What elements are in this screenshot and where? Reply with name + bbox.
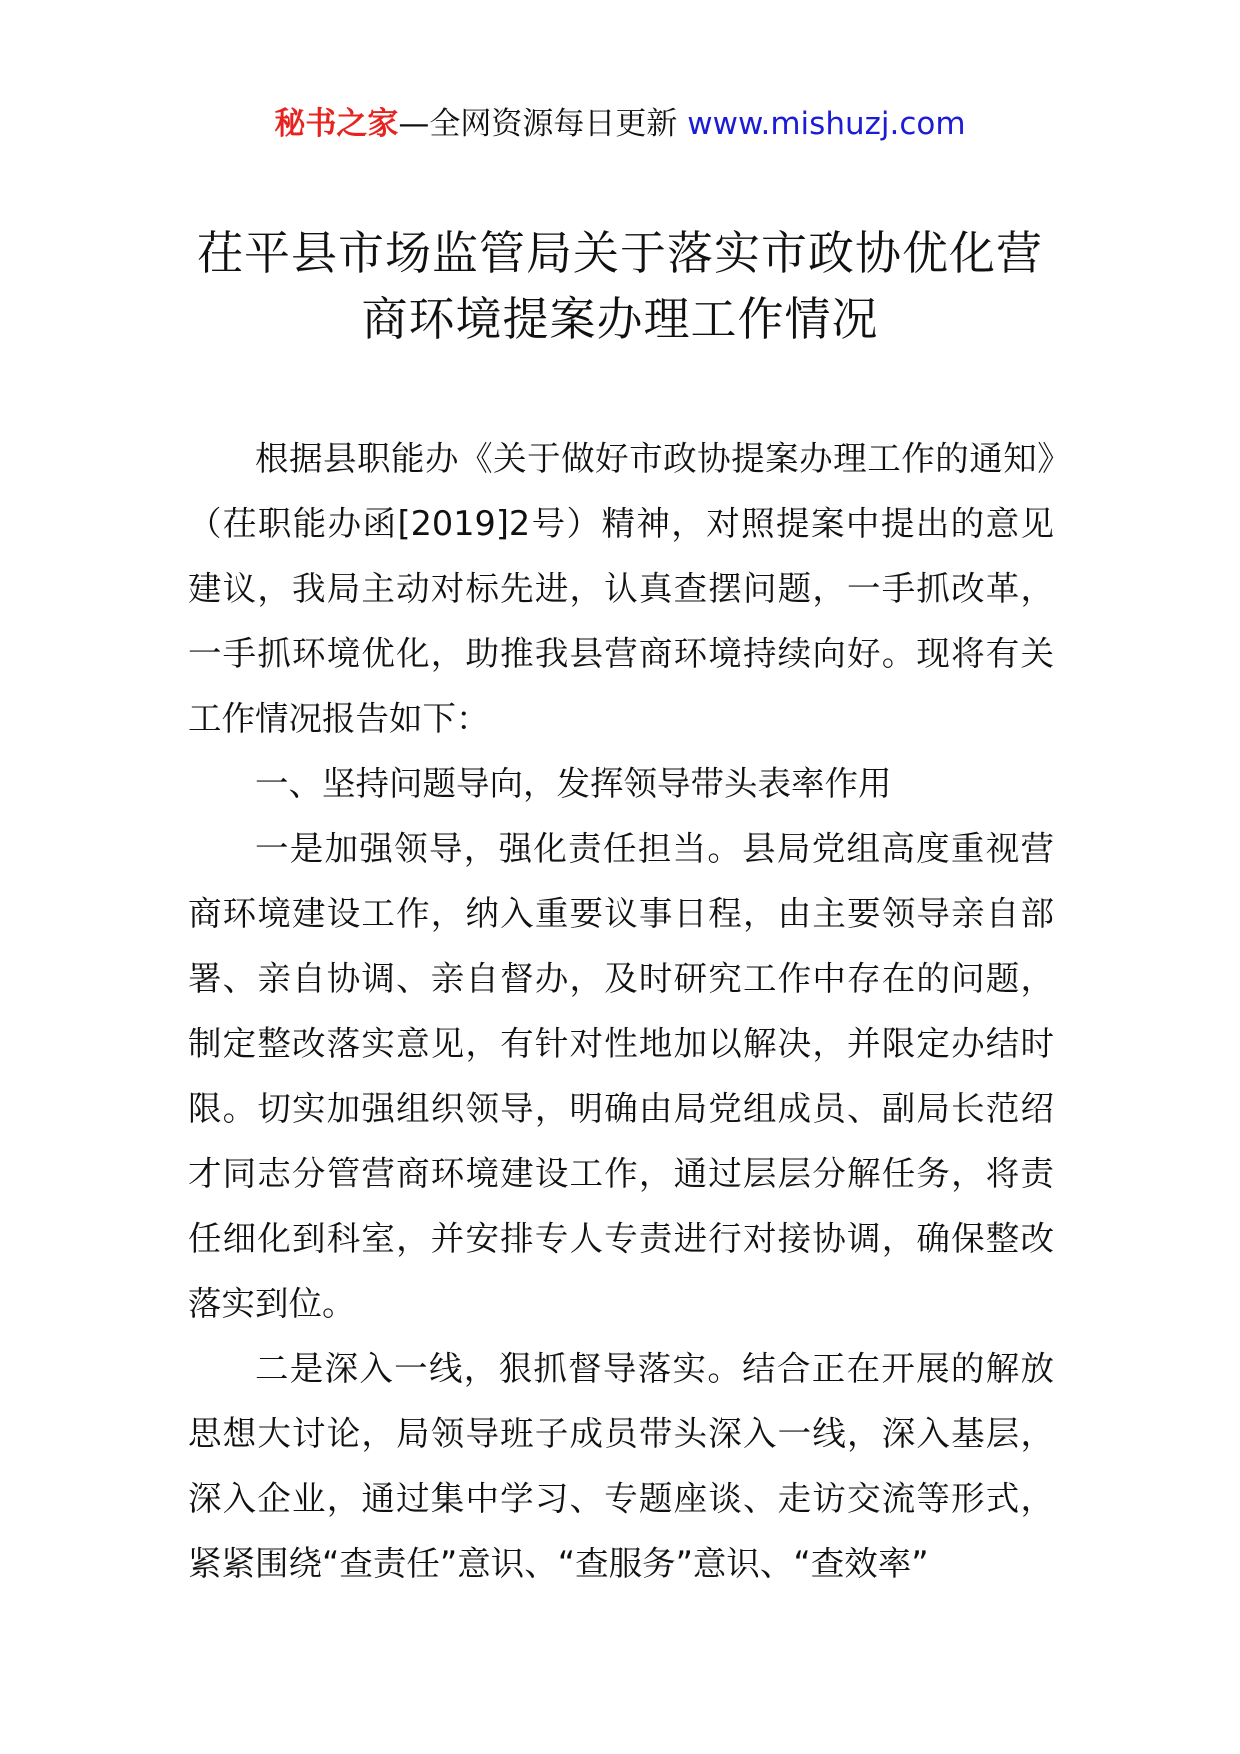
header-slogan: —全网资源每日更新 bbox=[398, 106, 688, 142]
brand-name: 秘书之家 bbox=[274, 106, 399, 142]
site-header bbox=[0, 100, 1240, 148]
site-url-link[interactable]: www.mishuzj.com bbox=[687, 106, 966, 142]
title-line-2: 商环境提案办理工作情况 bbox=[361, 292, 879, 346]
paragraph-leadership: 一是加强领导，强化责任担当。县局党组高度重视营商环境建设工作，纳入重要议事日程，由主要领导亲自部署、亲自协调、亲自督办，及时研究工作中存在的问题，制定整改落实意见，有针对性地加以解决，并限定办结时限。切实加强组织领导，明确由局党组成员、副局长范绍才同志分管营商环境建设工作，通过层层分解任务，将责任细化到科室，并安排专人专责进行对接协调，确保整改落实到位。 bbox=[188, 829, 1054, 1323]
paragraph-frontline: 二是深入一线，狠抓督导落实。结合正在开展的解放思想大讨论，局领导班子成员带头深入一线，深入基层，深入企业，通过集中学习、专题座谈、走访交流等形式，紧紧围绕“查责任”意识、“查服务”意识、“查效率” bbox=[188, 1349, 1054, 1583]
document-title bbox=[0, 220, 1240, 352]
paragraph-intro: 根据县职能办《关于做好市政协提案办理工作的通知》（茌职能办函[2019]2号）精神，对照提案中提出的意见建议，我局主动对标先进，认真查摆问题，一手抓改革，一手抓环境优化，助推我县营商环境持续向好。现将有关工作情况报告如下： bbox=[188, 439, 1054, 738]
document-body bbox=[188, 426, 1054, 1596]
title-line-1: 茌平县市场监管局关于落实市政协优化营 bbox=[197, 226, 1043, 280]
section-heading-1: 一、坚持问题导向，发挥领导带头表率作用 bbox=[255, 764, 892, 803]
